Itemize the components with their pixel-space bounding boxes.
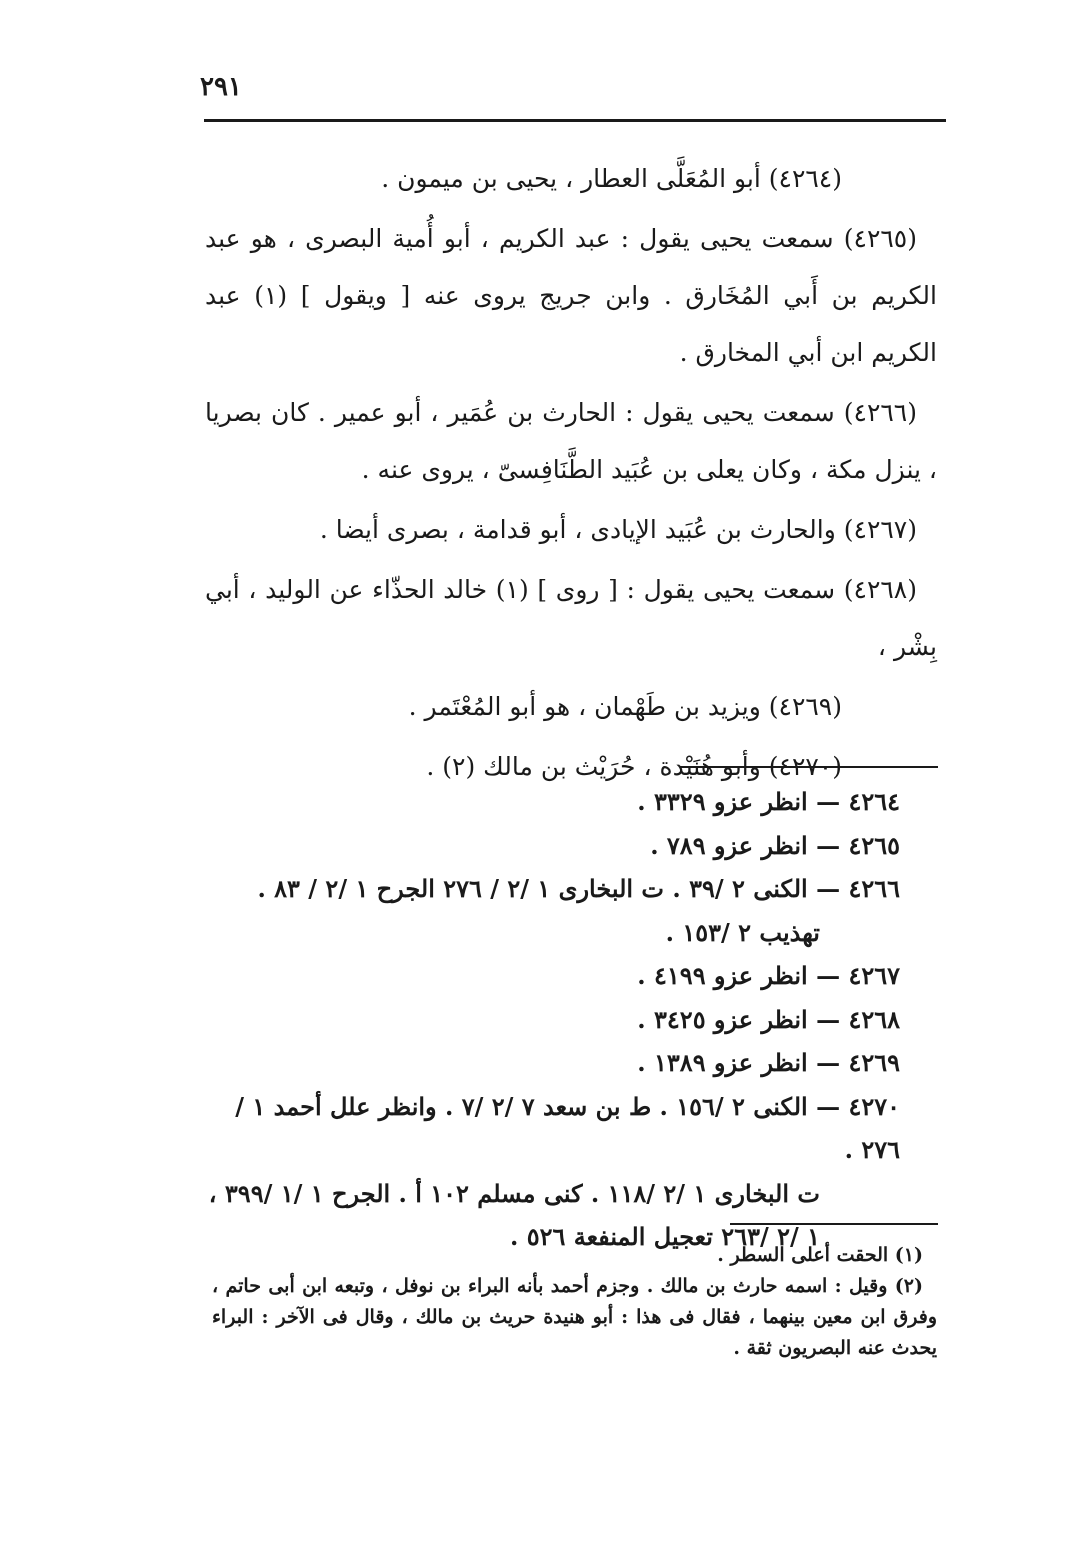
reference-4265 [200, 824, 900, 868]
footnotes [212, 1240, 937, 1364]
reference-text: ٤٢٧٠ — الكنى ٢ /١٥٦ . ط بن سعد ٧ /٢ /٧ . وانظر علل أحمد ١ / ٢٧٦ . [235, 1091, 900, 1164]
entry-4269: (٤٢٦٩) ويزيد بن طَهْمان ، هو أبو المُعْتَمر . [408, 692, 842, 721]
reference-text: ٤٢٦٨ — انظر عزو ٣٤٢٥ . [637, 1004, 900, 1034]
reference-4269 [200, 1041, 900, 1085]
reference-continuation: تهذيب ٢ /١٥٣ . [665, 917, 820, 947]
entry-4264: (٤٢٦٤) أبو المُعَلَّى العطار ، يحيى بن ميمون . [381, 164, 842, 193]
reference-4268 [200, 998, 900, 1042]
entry-4265: (٤٢٦٥) سمعت يحيى يقول : عبد الكريم ، أبو أُمية البصرى ، هو عبد الكريم بن أَبي المُخَارق . وابن جريج يروى عنه [ ويقول ] (١) عبد الكريم ابن أبي المخارق . [205, 224, 937, 367]
header-rule [204, 119, 946, 122]
references-divider [680, 766, 938, 768]
reference-text: ٤٢٦٥ — انظر عزو ٧٨٩ . [650, 830, 900, 860]
entry-4267: (٤٢٦٧) والحارث بن عُبَيد الإيادى ، أبو قدامة ، بصرى أيضا . [319, 515, 917, 544]
entry-4270: (٤٢٧٠) وأبو هُنَيْدة ، حُرَيْث بن مالك (٢) . [426, 752, 842, 781]
reference-4264 [200, 780, 900, 824]
reference-4267 [200, 954, 900, 998]
entry-4266: (٤٢٦٦) سمعت يحيى يقول : الحارث بن عُمَير ، أبو عمير . كان بصريا ، ينزل مكة ، وكان يعلى بن عُبَيد الطَّنَافِسىّ ، يروى عنه . [205, 398, 937, 484]
footnotes-divider [730, 1223, 938, 1225]
reference-4270 [200, 1085, 900, 1259]
reference-text: ٤٢٦٦ — الكنى ٢ /٣٩ . ت البخارى ١ /٢ / ٢٧٦ الجرح ١ /٢ / ٨٣ . [257, 874, 900, 903]
reference-continuation: ت البخارى ١ /٢ /١١٨ . كنى مسلم ١٠٢ أ . الجرح ١ /١ /٣٩٩ ، ١ /٢ /٢٦٣ تعجيل المنفعة ٥٢٦ . [208, 1178, 820, 1251]
footnote-1: (١) الحقت أعلى السطر . [717, 1244, 923, 1266]
main-text [205, 150, 937, 798]
references [200, 780, 900, 1259]
reference-text: ٤٢٦٩ — انظر عزو ١٣٨٩ . [637, 1048, 900, 1077]
footnote-2: (٢) وقيل : اسمه حارث بن مالك . وجزم أحمد بأنه البراء بن نوفل ، وتبعه ابن أبى حاتم ، وفرق ابن معين بينهما ، فقال فى هذا : أبو هنيدة حريث بن مالك ، وقال فى الآخر : البراء يحدث عنه البصريون ثقة . [212, 1275, 937, 1359]
reference-4266 [200, 867, 900, 954]
page-number: ٢٩١ [200, 72, 242, 102]
reference-text: ٤٢٦٤ — انظر عزو ٣٣٢٩ . [637, 787, 900, 816]
reference-text: ٤٢٦٧ — انظر عزو ٤١٩٩ . [637, 961, 900, 990]
entry-4268: (٤٢٦٨) سمعت يحيى يقول : [ روى ] (١) خالد الحذّاء عن الوليد ، أبي بِشْر ، [205, 575, 937, 661]
